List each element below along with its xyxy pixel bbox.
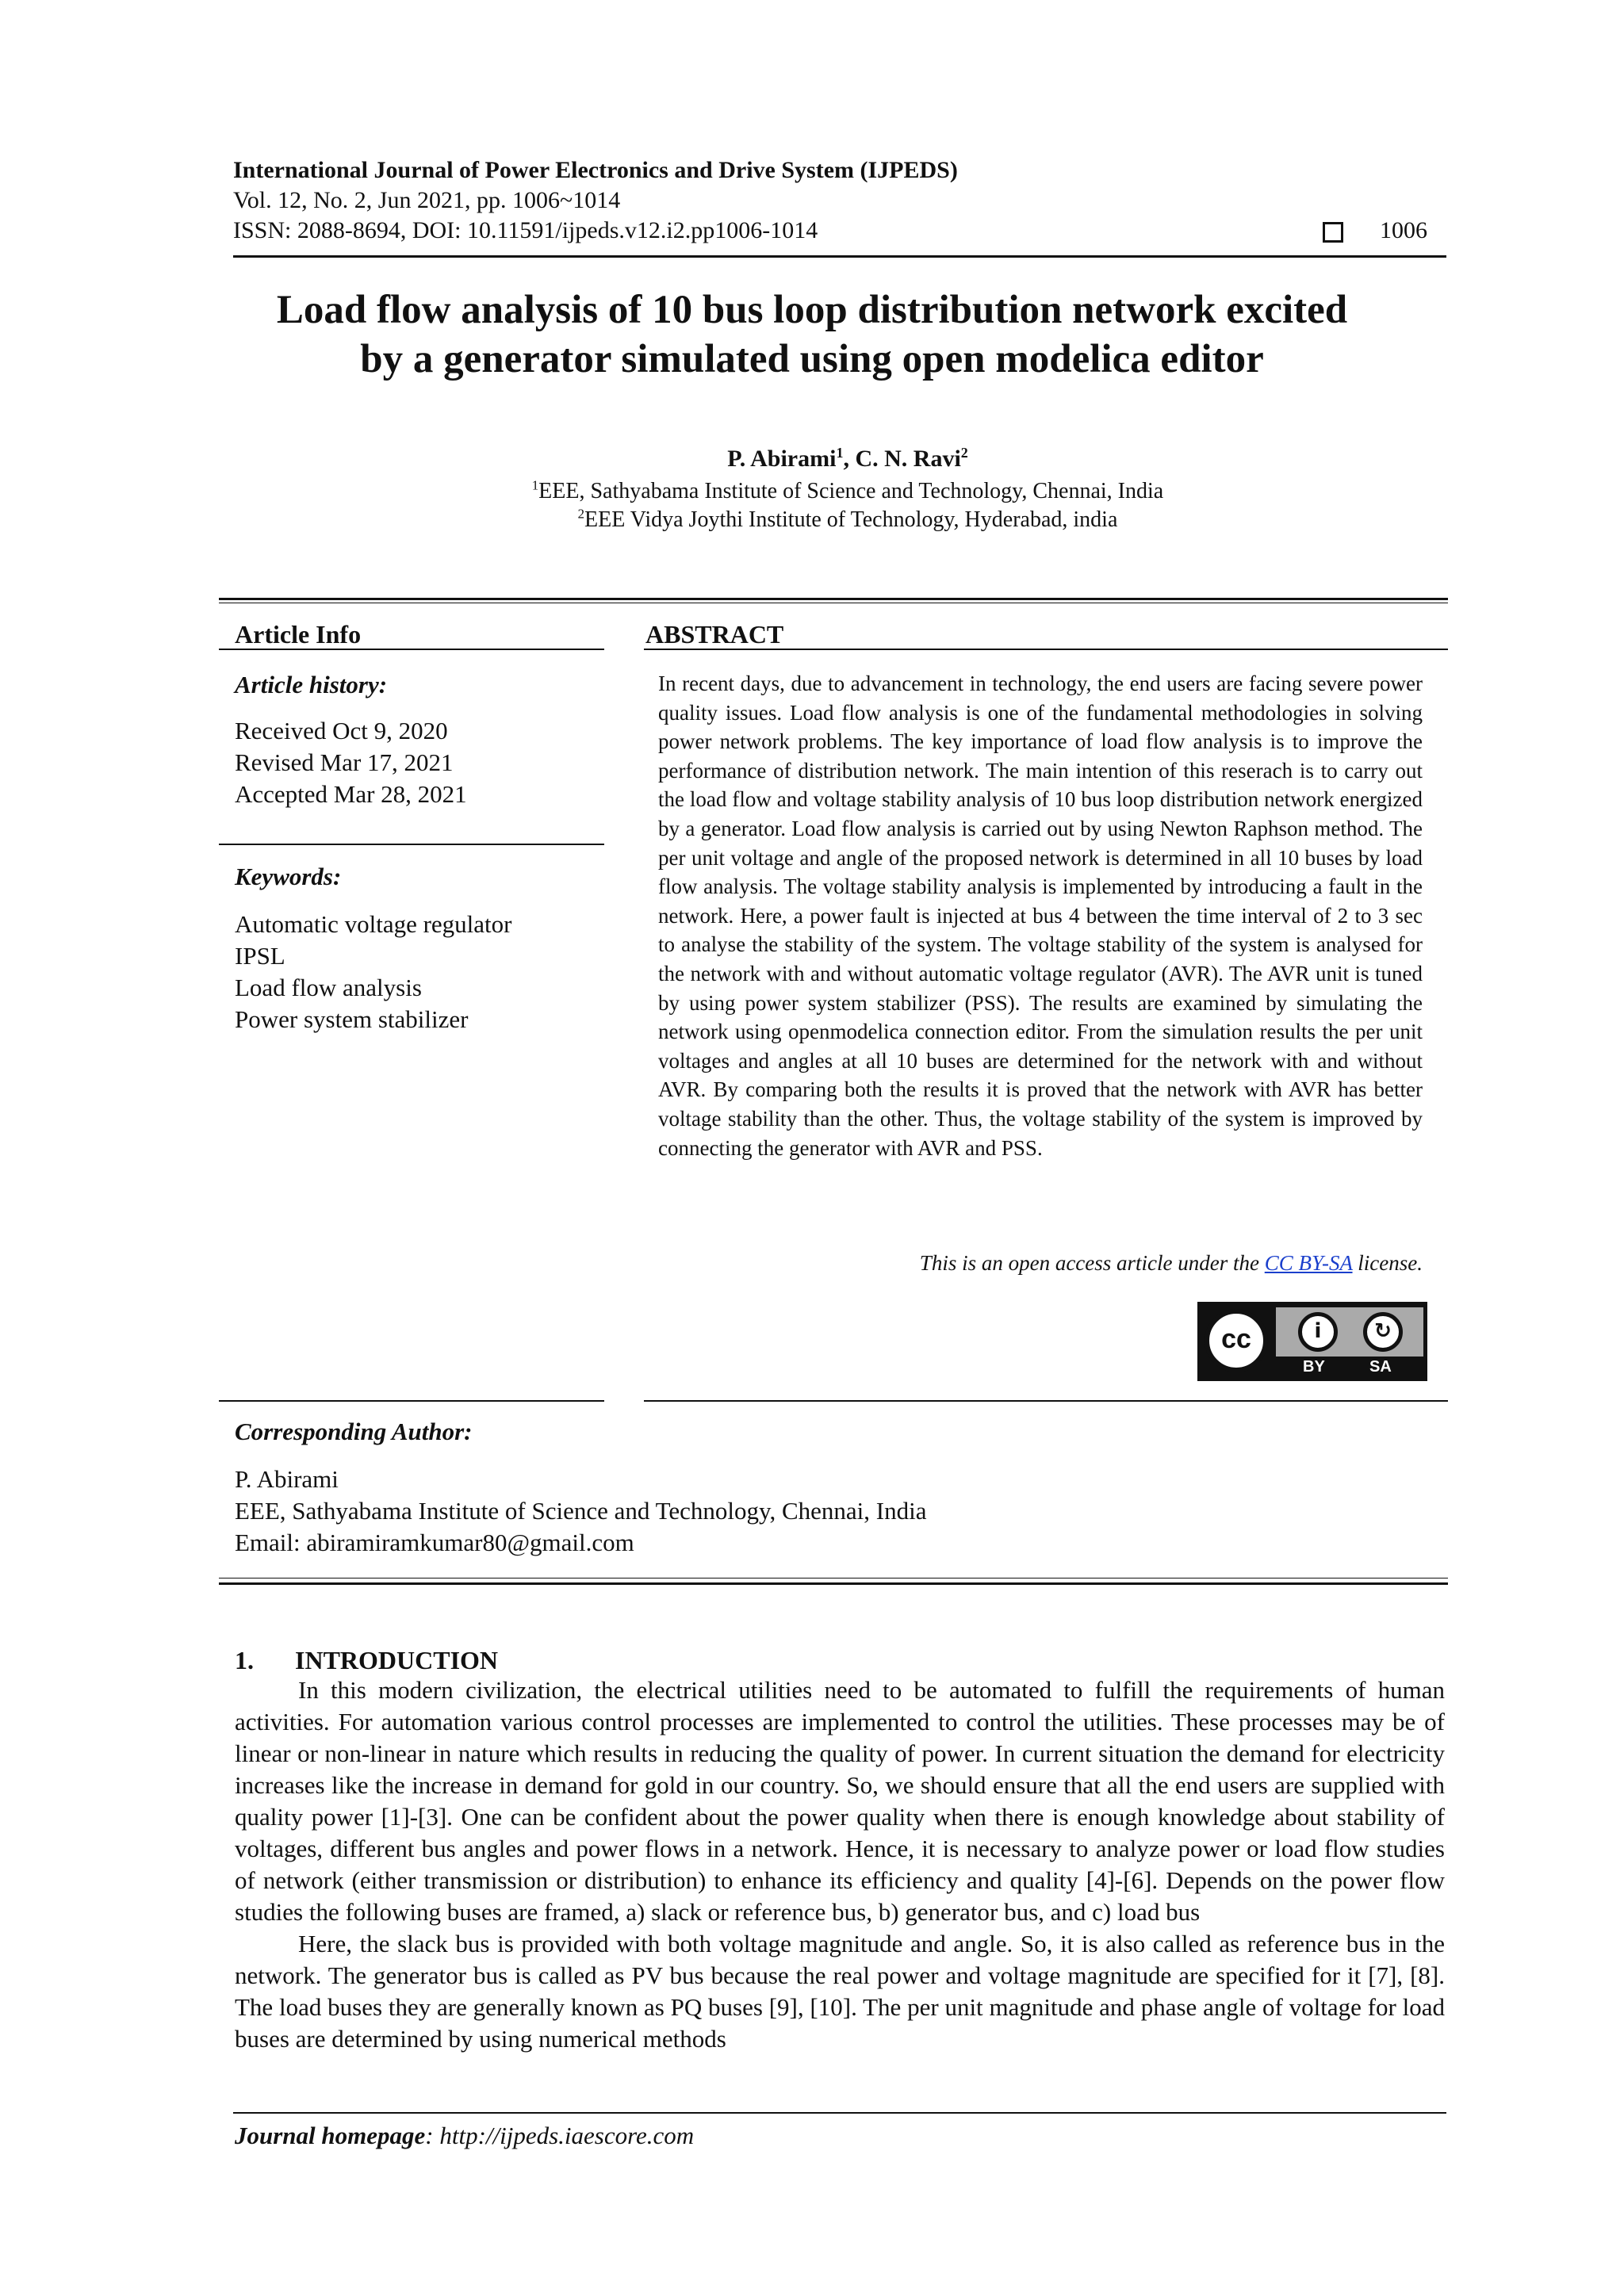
footer-separator: : [425, 2122, 440, 2149]
author-name: C. N. Ravi [855, 446, 961, 472]
affiliation-1 [0, 479, 1624, 504]
issn-doi-line: ISSN: 2088-8694, DOI: 10.11591/ijpeds.v12.i2.pp1006-1014 [233, 217, 818, 243]
section-number: 1. [235, 1646, 254, 1674]
cc-by-sa-link[interactable]: CC BY-SA [1264, 1251, 1353, 1275]
received-date: Received Oct 9, 2020 [235, 717, 448, 744]
corresponding-author-affiliation: EEE, Sathyabama Institute of Science and Technology, Chennai, India [235, 1497, 927, 1525]
header-rule [233, 255, 1446, 258]
cc-by-sa-badge[interactable] [1197, 1302, 1427, 1381]
footer-rule [233, 2112, 1446, 2114]
paragraph: In this modern civilization, the electrical utilities need to be automated to fulfill the requirements of human activities. For automation various control processes are implemented to control the utilities. These processes may be of linear or non-linear in nature which results in reducing the quality of power. In current situation the demand for electricity increases like the increase in demand for gold in our country. So, we should ensure that all the end users are supplied with quality power [1]-[3]. One can be confident about the power quality when there is enough knowledge about stability of voltages, different bus angles and power flows in a network. Hence, it is necessary to analyze power or load flow studies of network (either transmission or distribution) to enhance its efficiency and quality [4]-[6]. Depends on the power flow studies the following buses are framed, a) slack or reference bus, b) generator bus, and c) load bus [235, 1676, 1445, 1926]
section-title: INTRODUCTION [295, 1646, 499, 1674]
author-name: P. Abirami [727, 446, 837, 472]
footer-label: Journal homepage [235, 2122, 426, 2149]
keywords-heading: Keywords: [235, 863, 342, 890]
abstract-bottom-rule [644, 1400, 1448, 1402]
info-top-rule [219, 598, 1448, 600]
journal-homepage [235, 2122, 694, 2150]
title-line-2: by a generator simulated using open modelica editor [360, 337, 1264, 381]
license-suffix: license. [1352, 1251, 1423, 1275]
abstract-text: In recent days, due to advancement in technology, the end users are facing severe power quality issues. Load flow analysis is one of the fundamental methodologies in solving power network problems. The key importance of load flow analysis is to improve the performance of distribution network. The main intention of this reserach is to carry out the load flow and voltage stability analysis of 10 bus loop distribution network energized by a generator. Load flow analysis is carried out by using Newton Raphson method. The per unit voltage and angle of the proposed network is determined in all 10 buses by load flow analysis. The voltage stability analysis is implemented by introducing a fault in the network. Here, a power fault is injected at bus 4 between the time interval of 2 to 3 sec to analyse the stability of the system. The voltage stability of the system is analysed for the network with and without automatic voltage regulator (AVR). The AVR unit is tuned by using power system stabilizer (PSS). The results are examined by simulating the network using openmodelica connection editor. From the simulation results the per unit voltages and angles at all 10 buses are determined for the network with and without AVR. By comparing both the results it is proved that the network with AVR has better voltage stability than the other. Thus, the voltage stability of the system is improved by connecting the generator with AVR and PSS. [658, 672, 1423, 1160]
abstract-heading: ABSTRACT [645, 620, 784, 649]
article-info-heading: Article Info [235, 620, 362, 649]
article-info-rule [219, 649, 604, 650]
affil-mark: 1 [531, 477, 539, 493]
badge-sa-label: SA [1369, 1358, 1392, 1376]
keyword-item: Automatic voltage regulator [235, 910, 512, 938]
section-heading [235, 1646, 498, 1675]
title-line-1: Load flow analysis of 10 bus loop distribution network excited [276, 288, 1348, 332]
paper-title [159, 285, 1465, 384]
paragraph: Here, the slack bus is provided with both voltage magnitude and angle. So, it is also called as reference bus in the network. The generator bus is called as PV bus because the real power and voltage magnitude are specified for it [7], [8]. The load buses they are generally known as PQ buses [9], [10]. The per unit magnitude and phase angle of voltage for load buses are determined by using numerical methods [235, 1930, 1445, 2053]
badge-by-label: BY [1303, 1358, 1325, 1376]
page-number: 1006 [1380, 217, 1427, 243]
revised-date: Revised Mar 17, 2021 [235, 748, 454, 776]
author-affil-mark: 1 [836, 445, 844, 461]
homepage-link[interactable]: http://ijpeds.iaescore.com [439, 2122, 695, 2149]
by-person-icon: i [1298, 1312, 1338, 1352]
history-rule [219, 844, 604, 845]
cc-icon: cc [1205, 1309, 1268, 1372]
corresponding-author-heading: Corresponding Author: [235, 1418, 473, 1445]
info-bottom-rule [219, 1582, 1448, 1585]
license-prefix: This is an open access article under the [919, 1251, 1265, 1275]
volume-line: Vol. 12, No. 2, Jun 2021, pp. 1006~1014 [233, 187, 621, 213]
author-separator: , [843, 446, 856, 472]
affil-text: EEE, Sathyabama Institute of Science and Technology, Chennai, India [538, 479, 1164, 503]
license-statement [658, 1251, 1423, 1276]
checkbox-square-icon [1323, 222, 1343, 243]
article-history-heading: Article history: [235, 671, 388, 698]
accepted-date: Accepted Mar 28, 2021 [235, 780, 467, 808]
corresponding-author-name: P. Abirami [235, 1465, 339, 1493]
affil-text: EEE Vidya Joythi Institute of Technology, Hyderabad, india [584, 507, 1118, 532]
corresponding-author-email: Email: abiramiramkumar80@gmail.com [235, 1529, 634, 1556]
keyword-item: Power system stabilizer [235, 1005, 469, 1033]
author-list [0, 446, 1624, 473]
affiliation-2 [0, 507, 1624, 533]
affil-mark: 2 [577, 506, 584, 522]
introduction-body [235, 1674, 1445, 2055]
journal-name: International Journal of Power Electronics and Drive System (IJPEDS) [233, 157, 958, 183]
share-alike-icon: ↻ [1363, 1312, 1403, 1352]
abstract-heading-rule [644, 649, 1448, 650]
keywords-bottom-rule [219, 1400, 604, 1402]
keyword-item: Load flow analysis [235, 974, 422, 1001]
keyword-item: IPSL [235, 942, 285, 970]
badge-icon-panel [1276, 1307, 1423, 1357]
author-affil-mark: 2 [960, 445, 968, 461]
